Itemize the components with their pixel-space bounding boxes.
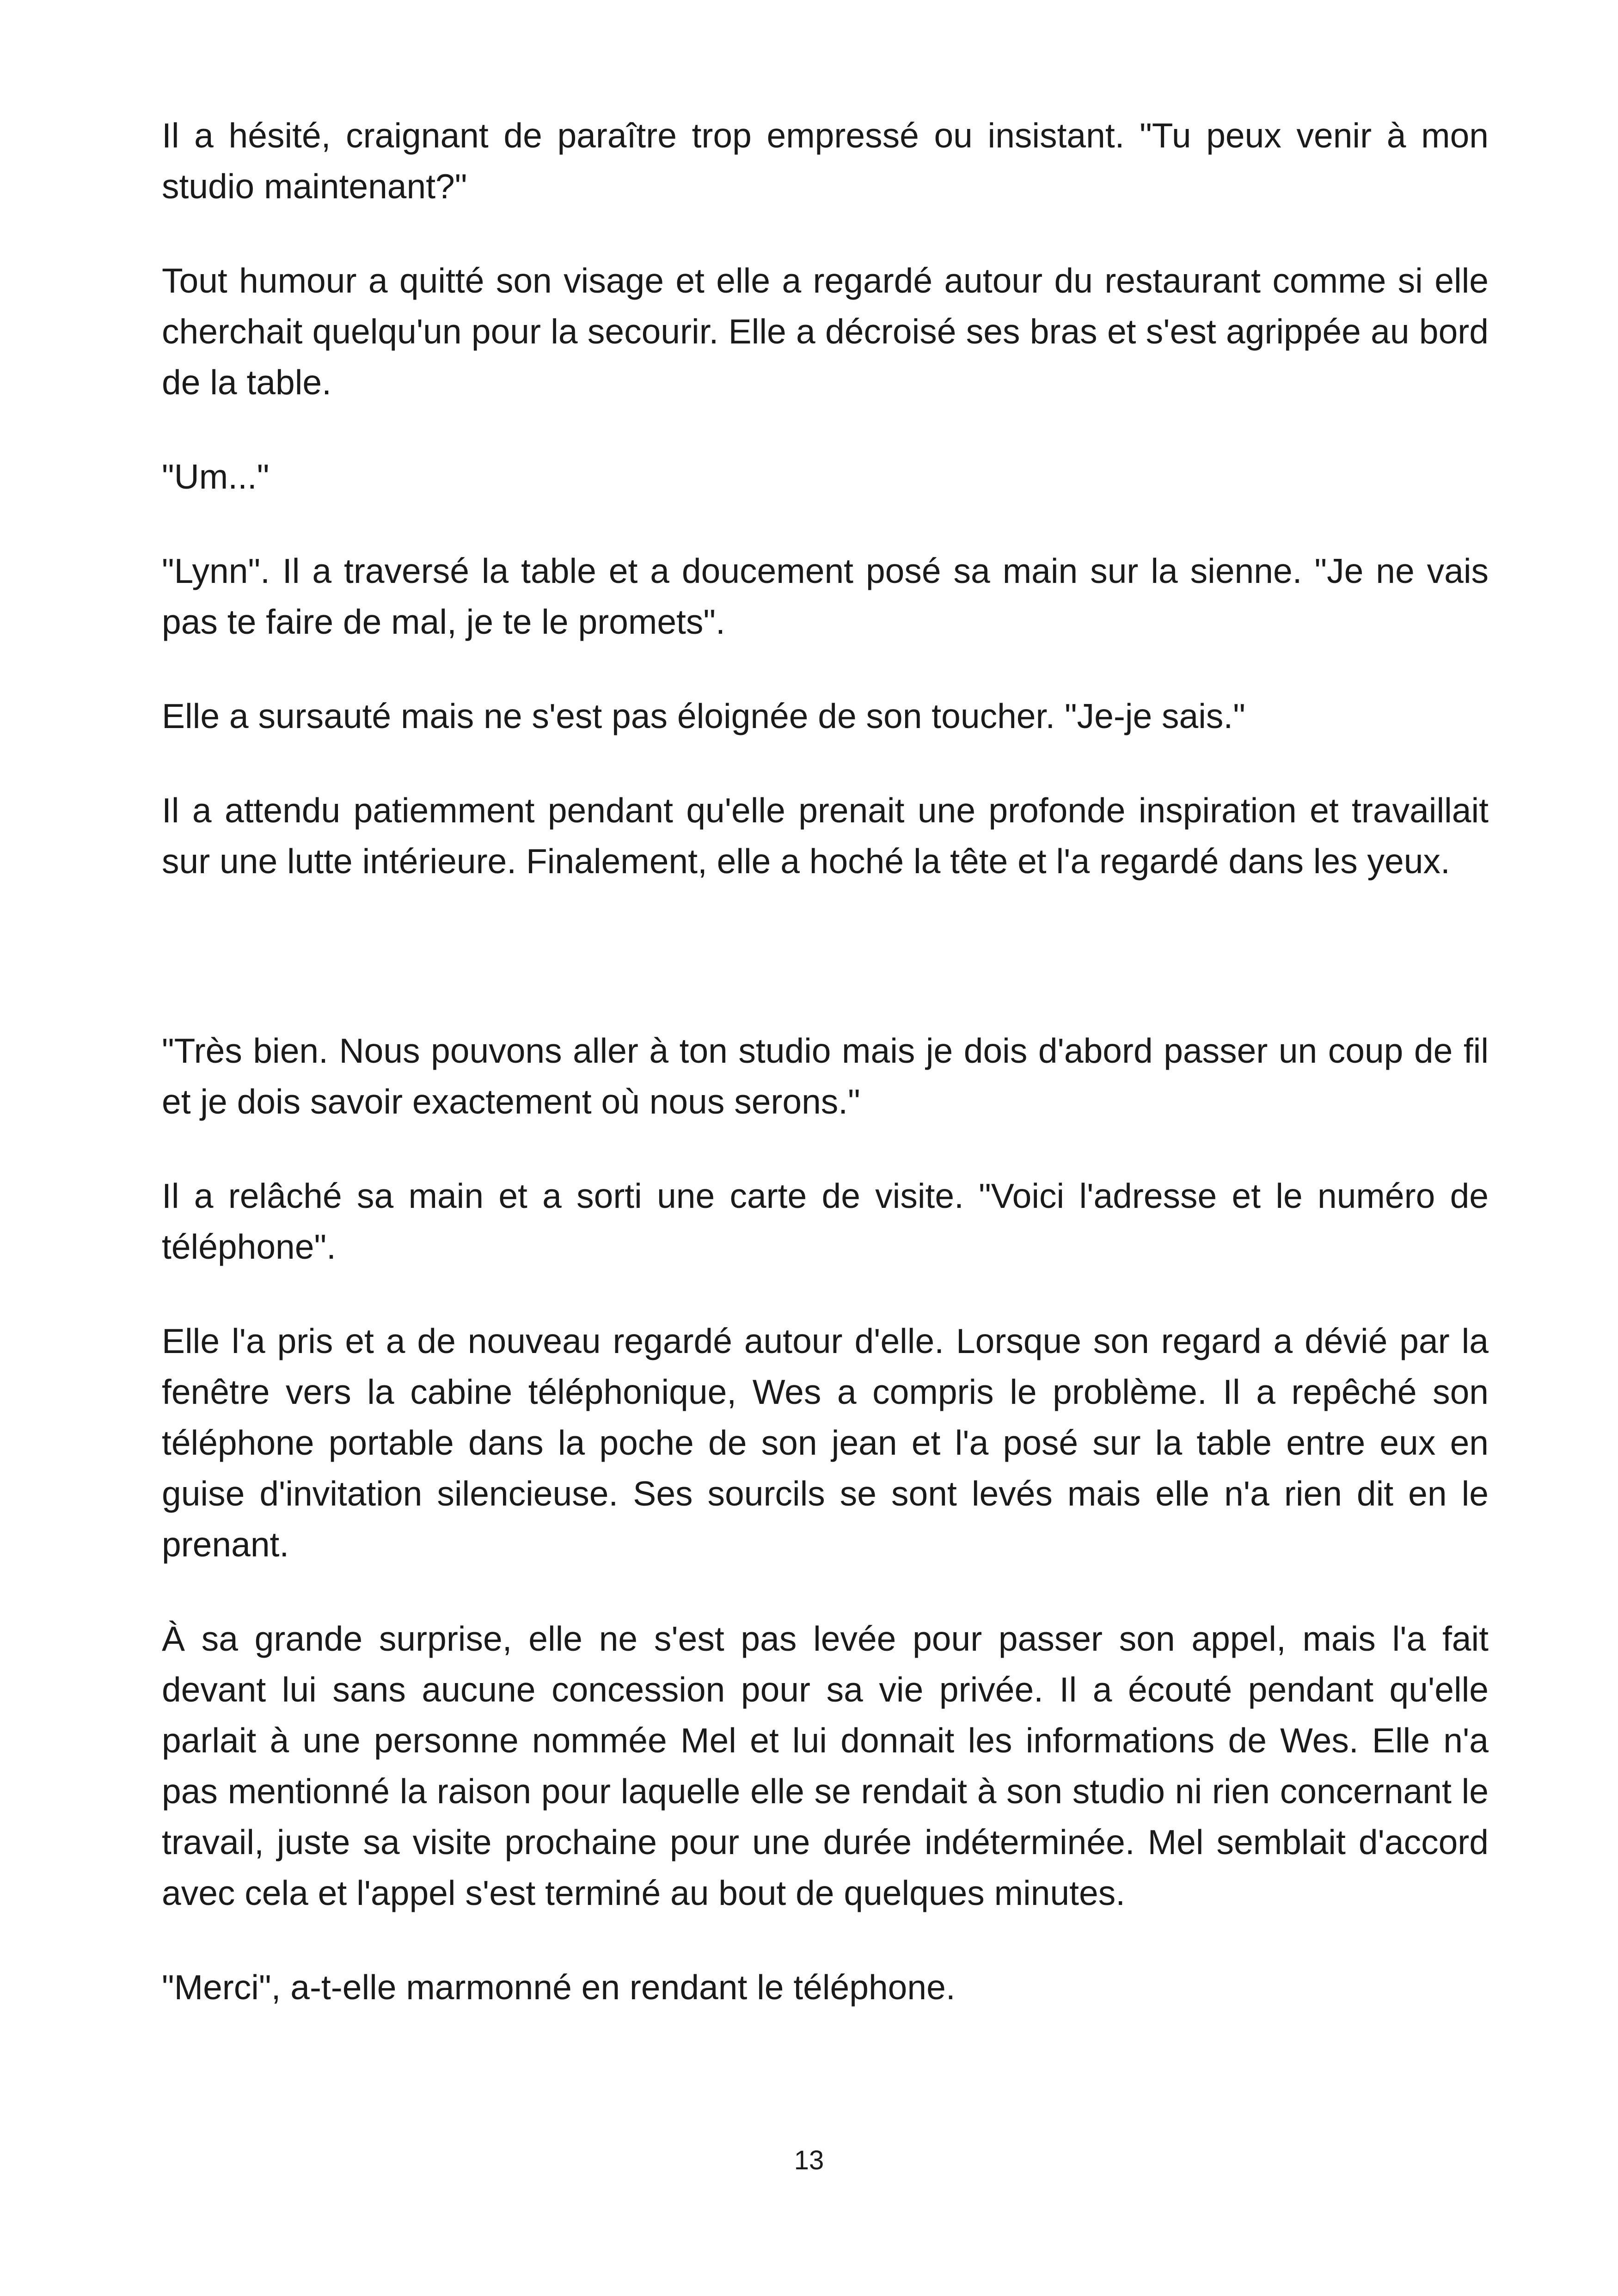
paragraph: Il a hésité, craignant de paraître trop empressé ou insistant. "Tu peux venir à mon studio maintenant?" (162, 116, 1489, 206)
paragraph: "Lynn". Il a traversé la table et a doucement posé sa main sur la sienne. "Je ne vais pas te faire de mal, je te le promets". (162, 551, 1489, 641)
paragraph: "Merci", a-t-elle marmonné en rendant le téléphone. (162, 1968, 956, 2007)
paragraph: Il a attendu patiemment pendant qu'elle prenait une profonde inspiration et travaillait sur une lutte intérieure. Finalement, elle a hoché la tête et l'a regardé dans les yeux. (162, 791, 1489, 881)
paragraph: Elle a sursauté mais ne s'est pas éloignée de son toucher. "Je-je sais." (162, 697, 1245, 735)
body-text (162, 110, 1489, 2056)
paragraph: À sa grande surprise, elle ne s'est pas levée pour passer son appel, mais l'a fait devant lui sans aucune concession pour sa vie privée. Il a écouté pendant qu'elle parlait à une personne nommée Mel et lui donnait les informations de Wes. Elle n'a pas mentionné la raison pour laquelle elle se rendait à son studio ni rien concernant le travail, juste sa visite prochaine pour une durée indéterminée. Mel semblait d'accord avec cela et l'appel s'est terminé au bout de quelques minutes. (162, 1619, 1489, 1912)
paragraph: Tout humour a quitté son visage et elle a regardé autour du restaurant comme si elle cherchait quelqu'un pour la secourir. Elle a décroisé ses bras et s'est agrippée au bord de la table. (162, 261, 1489, 402)
paragraph: "Très bien. Nous pouvons aller à ton studio mais je dois d'abord passer un coup de fil et je dois savoir exactement où nous serons." (162, 1031, 1489, 1121)
paragraph: Elle l'a pris et a de nouveau regardé autour d'elle. Lorsque son regard a dévié par la fenêtre vers la cabine téléphonique, Wes a compris le problème. Il a repêché son téléphone portable dans la poche de son jean et l'a posé sur la table entre eux en guise d'invitation silencieuse. Ses sourcils se sont levés mais elle n'a rien dit en le prenant. (162, 1322, 1489, 1564)
paragraph: Il a relâché sa main et a sorti une carte de visite. "Voici l'adresse et le numéro de téléphone". (162, 1176, 1489, 1266)
paragraph: "Um..." (162, 457, 270, 496)
page-number: 13 (794, 2145, 824, 2175)
